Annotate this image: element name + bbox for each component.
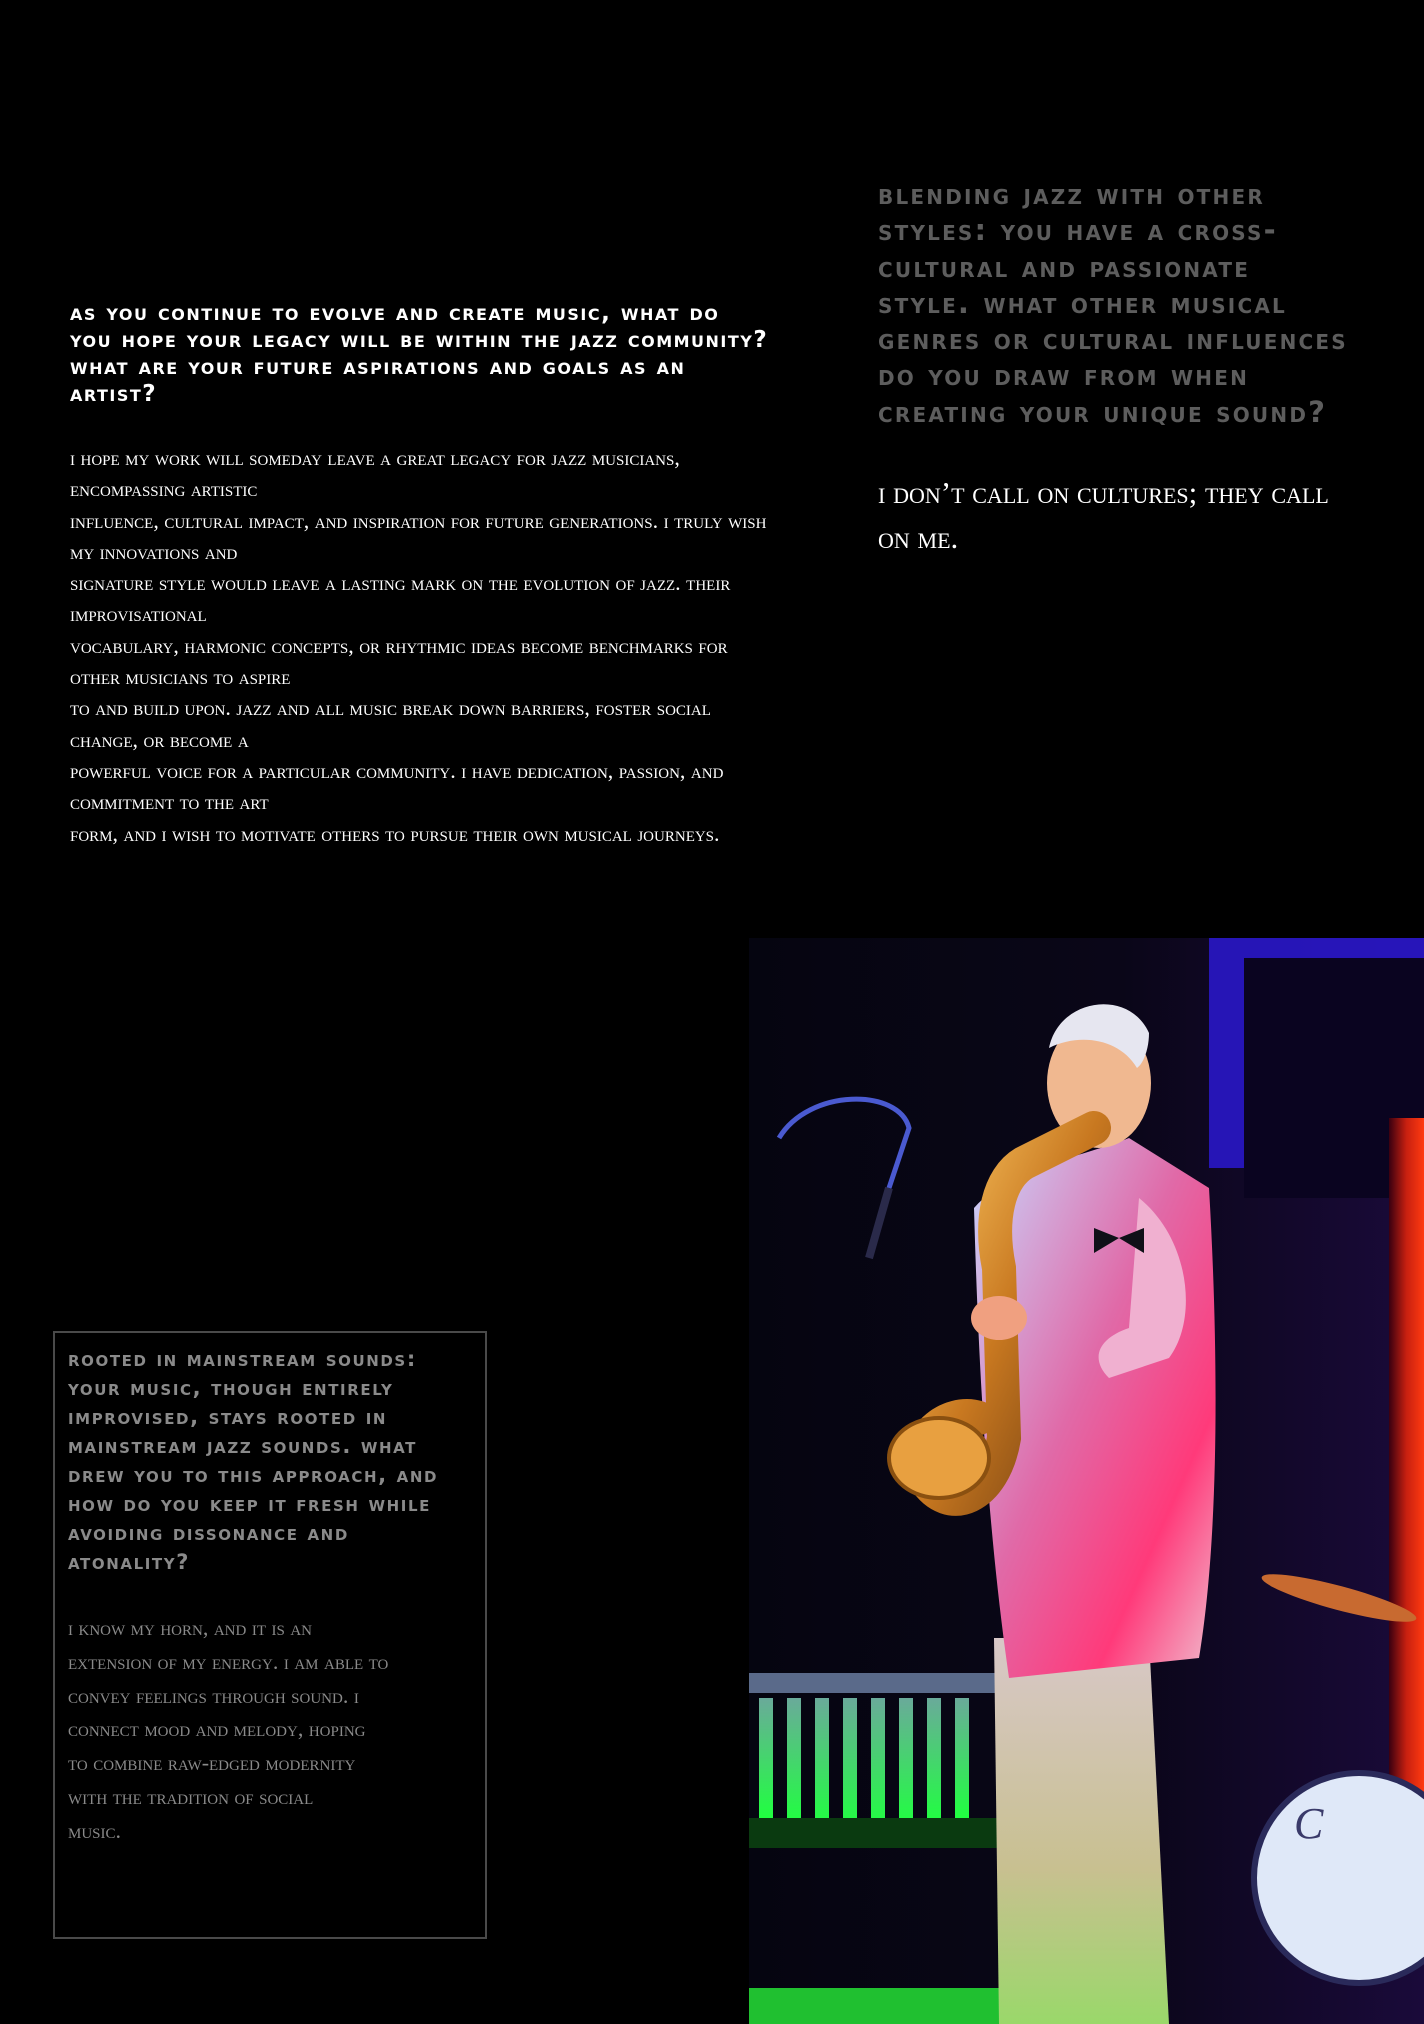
vibraphone-rail xyxy=(749,1673,999,1693)
mainstream-sounds-question-heading: rooted in mainstream sounds: your music, though entirely improvised, stays rooted in mainstream jazz sounds. what drew you to this approach, and how do you keep it fresh while avoiding dissonance and atonality? xyxy=(68,1347,439,1574)
drum-logo-text: C xyxy=(1294,1799,1324,1848)
musician-hand xyxy=(971,1296,1027,1340)
sidebar-interview-section xyxy=(878,176,1348,560)
legacy-answer-text: i hope my work will someday leave a great legacy for jazz musicians, encompassing artistic influence, cultural impact, and inspiration for future generations. i truly wish my innovations and signature style would leave a lasting mark on the evolution of jazz. their improvisational vocabulary, harmonic concepts, or rhythmic ideas become benchmarks for other musicians to aspire to and build upon. jazz and all music break down barriers, foster social change, or become a powerful voice for a particular community. i have dedication, passion, and commitment to the art form, and i wish to motivate others to pursue their own musical journeys. xyxy=(70,445,767,846)
red-curtain xyxy=(1389,1118,1424,1818)
vibraphone-frame xyxy=(749,1818,999,1848)
blending-jazz-answer-text: i don’t call on cultures; they call on me. xyxy=(878,475,1329,556)
musician-pants xyxy=(994,1638,1169,2024)
saxophonist-illustration xyxy=(749,938,1424,2024)
saxophone-bell xyxy=(889,1418,989,1498)
legacy-question-heading: as you continue to evolve and create music, what do you hope your legacy will be within the jazz community? what are your future aspirations and goals as an artist? xyxy=(70,300,769,407)
saxophonist-photo xyxy=(749,938,1424,2024)
boxed-interview-section xyxy=(53,1331,487,1939)
mainstream-sounds-answer-text: i know my horn, and it is an extension of my energy. i am able to convey feelings through sound. i connect mood and melody, hoping to combine raw-edged modernity with the tradition of social music. xyxy=(68,1615,389,1843)
blending-jazz-question-heading: blending jazz with other styles: you have a cross-cultural and passionate style. what other musical genres or cultural influences do you draw from when creating your unique sound? xyxy=(878,177,1348,429)
main-interview-section xyxy=(70,300,770,849)
